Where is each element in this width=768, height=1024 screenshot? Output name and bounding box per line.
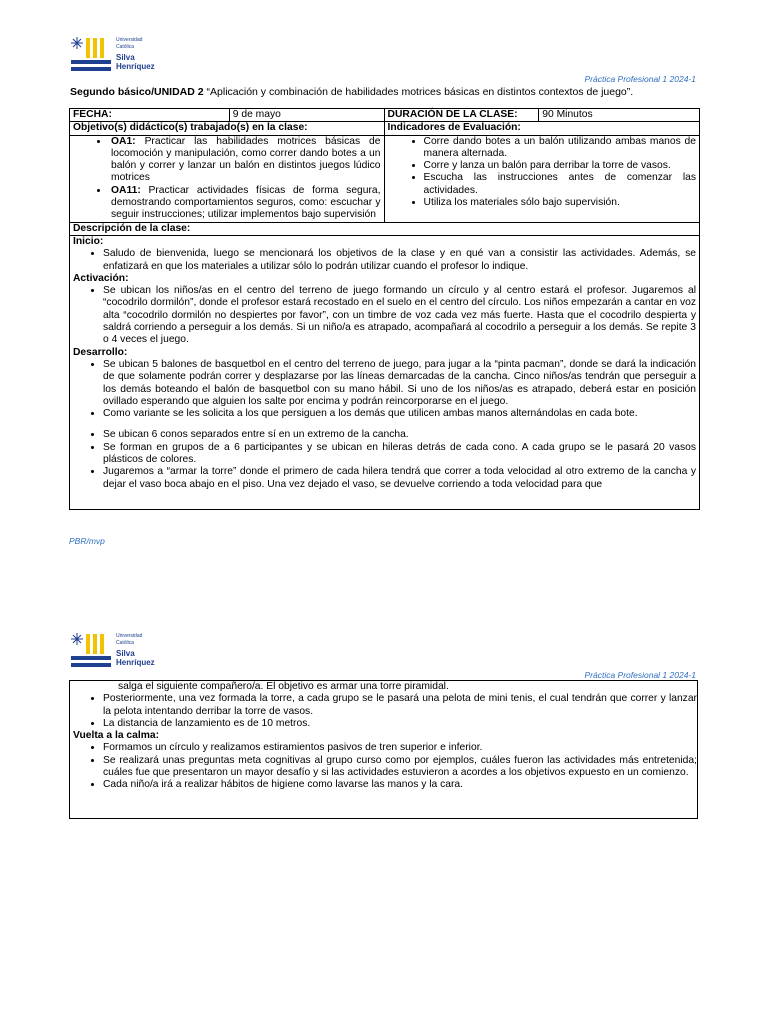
- desarrollo-item: • Como variante se les solicita a los que persiguen a los demás que utilicen ambas manos alternándolas en cada bote.: [103, 408, 696, 420]
- headers-row: [70, 122, 700, 135]
- university-logo: [70, 36, 170, 76]
- desarrollo-item: • La distancia de lanzamiento es de 10 metros.: [103, 718, 697, 730]
- descripcion-row: [70, 235, 700, 509]
- logo-text-silva: Silva: [116, 649, 135, 658]
- desarrollo-item: • Se forman en grupos de a 6 participantes y se ubican en hileras detrás de cada cono. A cada grupo se le pasará 20 vasos plásticos de colores.: [103, 442, 696, 467]
- logo-text-henriquez: Henríquez: [116, 62, 155, 71]
- indicadores-header: Indicadores de Evaluación:: [384, 122, 699, 135]
- objetivos-header: Objetivo(s) didáctico(s) trabajado(s) en la clase:: [70, 122, 385, 135]
- logo-text-universidad: Universidad: [116, 37, 143, 43]
- indicator-item: • Utiliza los materiales sólo bajo supervisión.: [424, 197, 696, 209]
- indicator-item: • Corre dando botes a un balón utilizando ambas manos de manera alternada.: [424, 136, 696, 161]
- continuation-text: salga el siguiente compañero/a. El objetivo es armar una torre piramidal.: [118, 681, 449, 692]
- indicadores-cell: [384, 135, 699, 222]
- fecha-value: 9 de mayo: [229, 109, 384, 122]
- logo-text-henriquez: Henríquez: [116, 658, 155, 667]
- logo-text-silva: Silva: [116, 53, 135, 62]
- descripcion-header: Descripción de la clase:: [70, 222, 700, 235]
- lesson-plan-table: [69, 108, 700, 510]
- logo-text-universidad: Universidad: [116, 633, 143, 639]
- university-logo-page2: [70, 632, 170, 672]
- activacion-heading: Activación:: [73, 272, 129, 284]
- calma-heading: Vuelta a la calma:: [73, 730, 160, 742]
- meta-row: [70, 109, 700, 122]
- duracion-value: 90 Minutos: [539, 109, 700, 122]
- practica-label-page2: Práctica Profesional 1 2024-1: [584, 670, 696, 680]
- descripcion-header-row: [70, 222, 700, 235]
- logo-mark-icon: [70, 36, 114, 74]
- logo-mark-icon: [70, 632, 114, 670]
- objective-item: • OA1: Practicar las habilidades motrices básicas de locomoción y manipulación, como correr dando botes a un balón y correr y lanzar un balón en distintos juegos lúdico motrices: [109, 136, 381, 185]
- unit-label: Segundo básico/UNIDAD 2: [70, 86, 204, 98]
- calma-item: • Formamos un círculo y realizamos estiramientos pasivos de tren superior e inferior.: [103, 742, 697, 754]
- logo-text-catolica: Católica: [116, 640, 135, 646]
- inicio-item: • Saludo de bienvenida, luego se mencionará los objetivos de la clase y en qué van a consistir las actividades. Además, se enfatizará en que los materiales a utilizar sólo lo podrán utilizar cuando el profesor lo indique.: [103, 248, 696, 273]
- indicator-item: • Escucha las instrucciones antes de comenzar las actividades.: [424, 172, 696, 197]
- unit-name: “Aplicación y combinación de habilidades motrices básicas en distintos contextos de juego”.: [203, 86, 634, 98]
- desarrollo-item: • Jugaremos a “armar la torre” donde el primero de cada hilera tendrá que correr a toda velocidad al otro extremo de la cancha y dejar el vaso boca abajo en el piso. Una vez dejado el vaso, se devuelve corriendo a toda velocidad para que: [103, 466, 696, 491]
- activacion-item: • Se ubican los niños/as en el centro del terreno de juego formando un círculo y al centro estará el profesor. Jugaremos al “cocodrilo dormilón”, donde el profesor estará recostado en el suelo en el centro del círculo. Los niños empezarán a cantar en voz alta “cocodrilo dormilón no despiertes por favor”, con un timbre de voz cada vez más fuerte. Hasta que el cocodrilo despierta y saldrá corriendo a perseguir a los demás. Si un niño/a es atrapado, acompañará al cocodrilo a perseguir a los demás. Se repite 3 o 4 veces el juego.: [103, 285, 696, 346]
- desarrollo-item: • Se ubican 6 conos separados entre sí en un extremo de la cancha.: [103, 429, 696, 441]
- fecha-label: FECHA:: [70, 109, 230, 122]
- practica-label: Práctica Profesional 1 2024-1: [584, 74, 696, 84]
- descripcion-cell: [70, 235, 700, 509]
- duracion-label: DURACIÓN DE LA CLASE:: [384, 109, 539, 122]
- unit-title: [70, 86, 633, 98]
- continuation-box: [69, 680, 698, 819]
- objective-item: • OA11: Practicar actividades físicas de forma segura, demostrando comportamientos seguros, como: escuchar y seguir instrucciones; utilizar implementos bajo supervisión: [109, 185, 381, 222]
- calma-item: • Cada niño/a irá a realizar hábitos de higiene como lavarse las manos y la cara.: [103, 779, 697, 791]
- content-row: [70, 135, 700, 222]
- objetivos-cell: [70, 135, 385, 222]
- calma-item: • Se realizará unas preguntas meta cognitivas al grupo curso como por ejemplos, cuáles fueron las actividades más entretenida; cuáles fue que presentaron un mayor desafío y si las actividades estuvieron a acordes a los objetivos expuesto en un comienzo.: [103, 755, 697, 780]
- desarrollo-item: • Posteriormente, una vez formada la torre, a cada grupo se le pasará una pelota de mini tenis, el cual tendrán que correr y lanzar la pelota intentando derribar la torre de vasos.: [103, 693, 697, 718]
- desarrollo-heading: Desarrollo:: [73, 346, 128, 358]
- indicator-item: • Corre y lanza un balón para derribar la torre de vasos.: [424, 160, 696, 172]
- logo-text-catolica: Católica: [116, 44, 135, 50]
- desarrollo-item: • Se ubican 5 balones de basquetbol en el centro del terreno de juego, para jugar a la “pinta pacman”, donde se dará la indicación de que solamente podrán correr y desplazarse por las líneas demarcadas de la cancha. Cinco niños/as tendrán que perseguir a los demás boteando el balón de basquetbol con su mano hábil. Si uno de los niños/as es atrapado, deberá estar en posición ovillado esperando que alguien los salte por encima y podrán reincorporarse en el juego.: [103, 359, 696, 408]
- footer-initials: PBR/mvp: [69, 536, 105, 546]
- inicio-heading: Inicio:: [73, 235, 104, 247]
